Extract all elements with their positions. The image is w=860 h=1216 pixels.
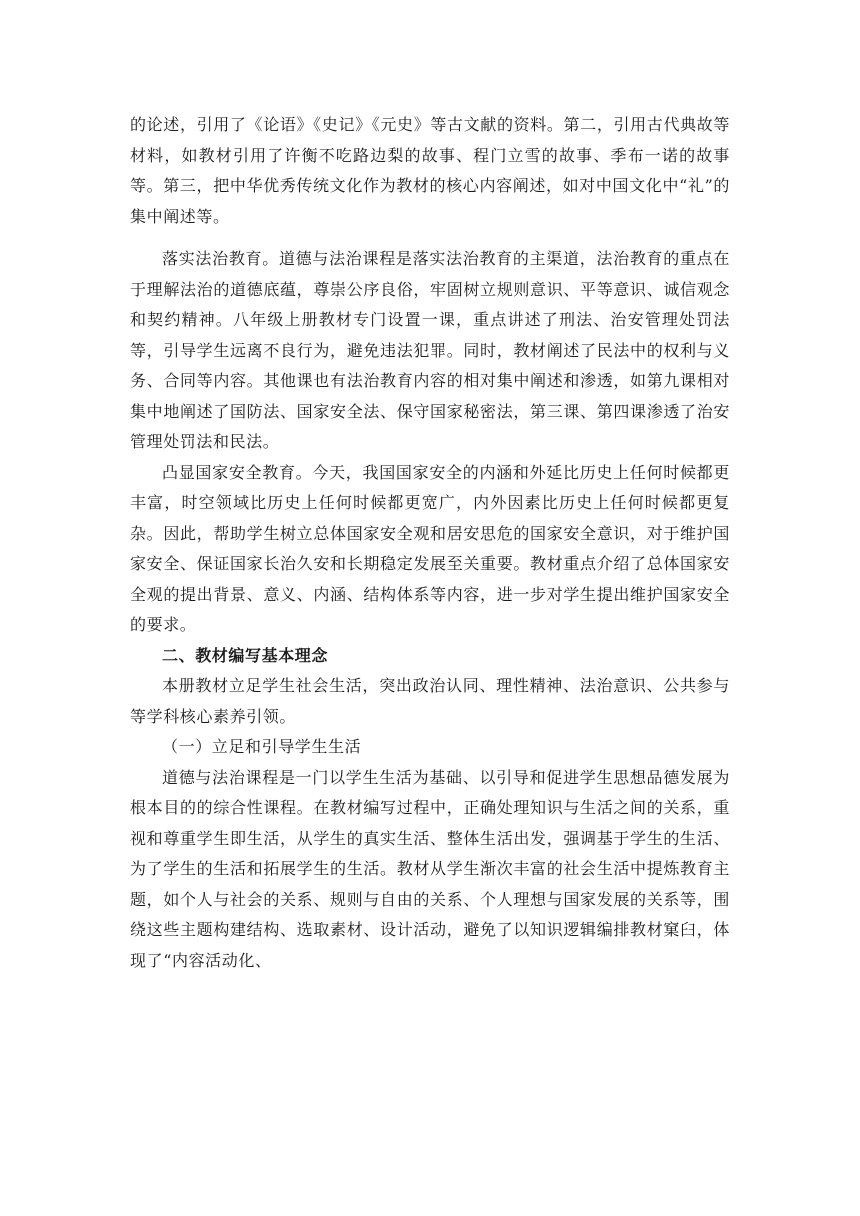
subsection-heading-student-life: （一）立足和引导学生生活	[162, 737, 362, 756]
paragraph-core-literacy: 本册教材立足学生社会生活，突出政治认同、理性精神、法治意识、公共参与等学科核心素养引领。	[130, 676, 730, 726]
paragraph-traditional-culture-continued: 的论述，引用了《论语》《史记》《元史》等古文献的资料。第二，引用古代典故等材料，如教材引用了许衡不吃路边梨的故事、程门立雪的故事、季布一诺的故事等。第三，把中华优秀传统文化作为教材的核心内容阐述，如对中国文化中“礼”的集中阐述等。	[130, 115, 730, 226]
document-page	[130, 110, 730, 976]
paragraph-rule-of-law-education: 落实法治教育。道德与法治课程是落实法治教育的主渠道，法治教育的重点在于理解法治的道德底蕴，尊崇公序良俗，牢固树立规则意识、平等意识、诚信观念和契约精神。八年级上册教材专门设置一课，重点讲述了刑法、治安管理处罚法等，引导学生远离不良行为，避免违法犯罪。同时，教材阐述了民法中的权利与义务、合同等内容。其他课也有法治教育内容的相对集中阐述和渗透，如第九课相对集中地阐述了国防法、国家安全法、保守国家秘密法，第三课、第四课渗透了治安管理处罚法和民法。	[130, 249, 730, 451]
paragraph-student-life: 道德与法治课程是一门以学生生活为基础、以引导和促进学生思想品德发展为根本目的的综合性课程。在教材编写过程中，正确处理知识与生活之间的关系，重视和尊重学生即生活，从学生的真实生活、整体生活出发，强调基于学生的生活、为了学生的生活和拓展学生的生活。教材从学生渐次丰富的社会生活中提炼教育主题，如个人与社会的关系、规则与自由的关系、个人理想与国家发展的关系等，围绕这些主题构建结构、选取素材、设计活动，避免了以知识逻辑编排教材窠臼，体现了“内容活动化、	[130, 767, 730, 970]
paragraph-national-security-education: 凸显国家安全教育。今天，我国国家安全的内涵和外延比历史上任何时候都更丰富，时空领域比历史上任何时候都更宽广，内外因素比历史上任何时候都更复杂。因此，帮助学生树立总体国家安全观和居安思危的国家安全意识，对于维护国家安全、保证国家长治久安和长期稳定发展至关重要。教材重点介绍了总体国家安全观的提出背景、意义、内涵、结构体系等内容，进一步对学生提出维护国家安全的要求。	[130, 462, 730, 634]
section-heading-basic-concepts: 二、教材编写基本理念	[162, 645, 329, 665]
